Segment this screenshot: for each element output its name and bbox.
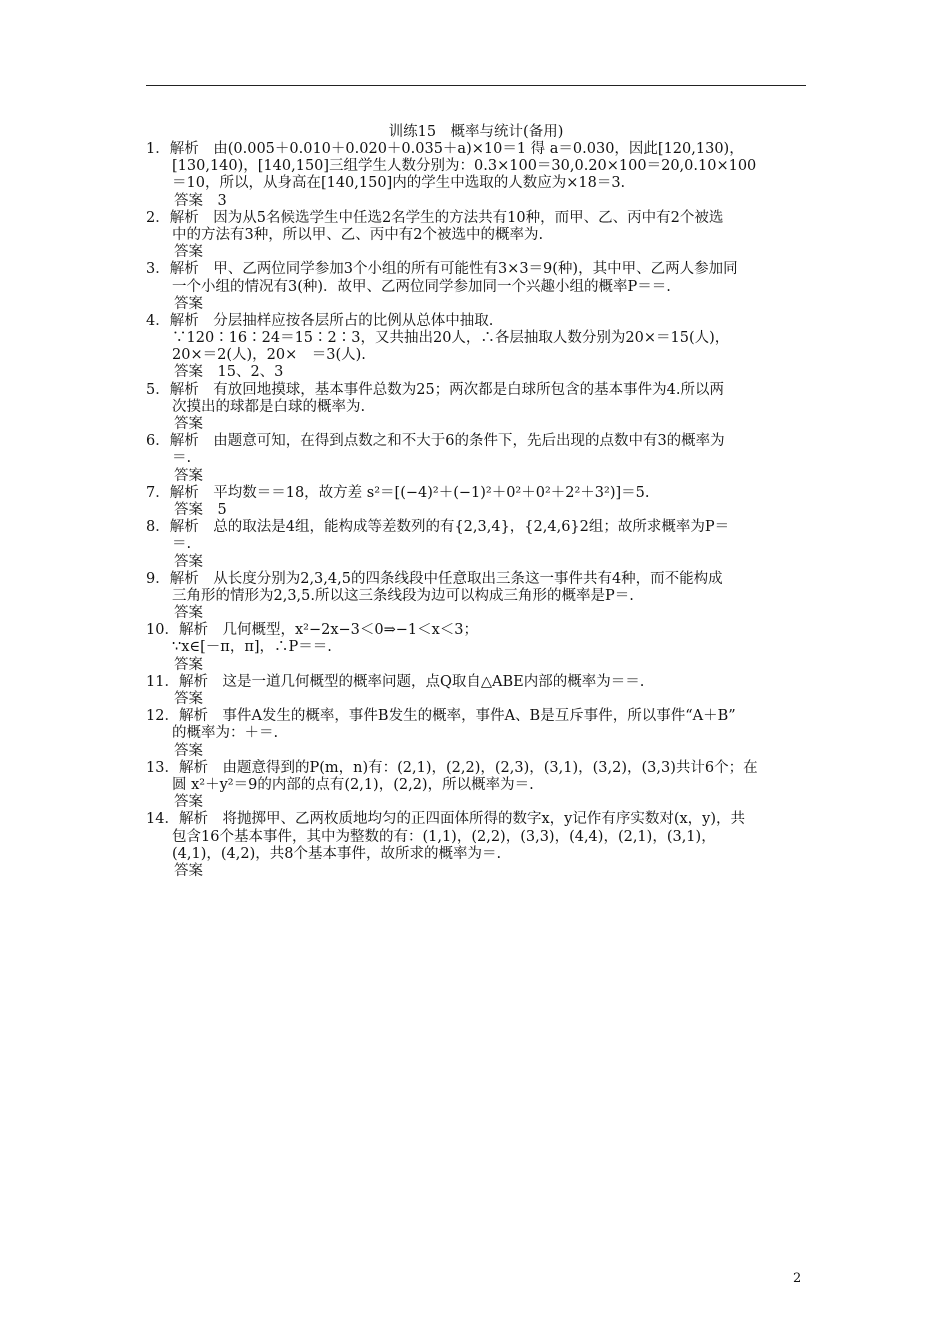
answer-line: 9．解析 从长度分别为2,3,4,5的四条线段中任意取出三条这一事件共有4种，而不能构成 — [146, 570, 723, 587]
answer-line: 6．解析 由题意可知，在得到点数之和不大于6的条件下，先后出现的点数中有3的概率为 — [146, 433, 725, 450]
answer-label: 答案 — [174, 691, 203, 707]
answer-item-10 — [146, 622, 811, 674]
answer-line: 包含16个基本事件，其中为整数的有：(1,1)，(2,2)，(3,3)，(4,4)，(2,1)，(3,1)， — [172, 828, 716, 845]
answer-line: ＝10，所以，从身高在[140,150]内的学生中选取的人数应为×18＝3. — [172, 175, 626, 192]
answer-item-3 — [146, 261, 811, 313]
answer-line: 一个小组的情况有3(种)．故甲、乙两位同学参加同一个兴趣小组的概率P＝＝. — [172, 278, 671, 295]
answer-line: 8．解析 总的取法是4组，能构成等差数列的有{2,3,4}，{2,4,6}2组；故所求概率为P＝ — [146, 519, 730, 536]
answer-line: 的概率为：＋＝. — [172, 725, 279, 742]
answer-line: ＝. — [172, 450, 192, 467]
answer-list — [146, 141, 811, 880]
answer-label: 答案 3 — [174, 192, 227, 209]
answer-line: (4,1)，(4,2)，共8个基本事件，故所求的概率为＝. — [172, 845, 502, 862]
answer-label: 答案 — [174, 295, 203, 312]
answer-line: 7．解析 平均数＝＝18，故方差 s²＝[(−4)²＋(−1)²＋0²＋0²＋2²＋3²)]＝5. — [146, 484, 650, 501]
answer-line: 2．解析 因为从5名候选学生中任选2名学生的方法共有10种，而甲、乙、丙中有2个被选 — [146, 209, 724, 226]
answer-item-7 — [146, 485, 811, 519]
answer-line: 次摸出的球都是白球的概率为. — [172, 398, 366, 415]
answer-line: 中的方法有3种，所以甲、乙、丙中有2个被选中的概率为. — [172, 226, 544, 243]
page-number: 2 — [793, 1271, 802, 1286]
answer-item-4 — [146, 313, 811, 382]
answer-item-9 — [146, 571, 811, 623]
answer-label: 答案 — [174, 244, 203, 261]
answer-line: 三角形的情形为2,3,5.所以这三条线段为边可以构成三角形的概率是P＝. — [172, 587, 634, 604]
answer-label: 答案 — [174, 605, 203, 622]
answer-line: 14．解析 将抛掷甲、乙两枚质地均匀的正四面体所得的数字x，y记作有序实数对(x，y)，共 — [146, 811, 745, 828]
answer-line: 12．解析 事件A发生的概率，事件B发生的概率，事件A、B是互斥事件，所以事件“A＋B” — [146, 708, 736, 725]
answer-line: 1．解析 由(0.005＋0.010＋0.020＋0.035＋a)×10＝1 得 a＝0.030，因此[120,130)， — [146, 141, 744, 157]
answer-label: 答案 — [174, 656, 203, 673]
answer-label: 答案 — [174, 742, 203, 759]
answer-label: 答案 — [174, 794, 203, 811]
answer-item-1 — [146, 141, 811, 210]
answer-line: 13．解析 由题意得到的P(m，n)有：(2,1)，(2,2)，(2,3)，(3,1)，(3,2)，(3,3)共计6个；在 — [146, 759, 758, 776]
page-title: 训练15 概率与统计(备用) — [388, 124, 564, 140]
answer-line: 圆 x²＋y²＝9的内部的点有(2,1)，(2,2)，所以概率为＝. — [172, 776, 534, 793]
header-rule — [146, 85, 806, 86]
answer-item-6 — [146, 433, 811, 485]
answer-label: 答案 — [174, 862, 203, 879]
answer-line: 3．解析 甲、乙两位同学参加3个小组的所有可能性有3×3＝9(种)，其中甲、乙两人参加同 — [146, 261, 738, 278]
answer-item-5 — [146, 382, 811, 434]
answer-line: 10．解析 几何概型，x²−2x−3＜0⇒−1＜x＜3； — [146, 622, 479, 639]
answer-item-12 — [146, 708, 811, 760]
answer-label: 答案 — [174, 553, 203, 570]
answer-label: 答案 5 — [174, 501, 227, 518]
answer-item-11 — [146, 674, 811, 708]
answer-label: 答案 — [174, 416, 203, 432]
answer-item-14 — [146, 811, 811, 880]
answer-line: ∵x∈[－π，π]，∴P＝＝. — [172, 639, 332, 656]
answer-item-13 — [146, 760, 811, 812]
answer-item-2 — [146, 210, 811, 262]
answer-label: 答案 — [174, 467, 203, 484]
answer-line: 20×＝2(人)，20× ＝3(人). — [172, 347, 366, 364]
answer-line: 5．解析 有放回地摸球，基本事件总数为25；两次都是白球所包含的基本事件为4.所以两 — [146, 381, 725, 398]
answer-line: 4．解析 分层抽样应按各层所占的比例从总体中抽取. — [146, 312, 494, 329]
answer-line: ∵120∶16∶24＝15∶2∶3，又共抽出20人，∴各层抽取人数分别为20×＝15(人)， — [172, 330, 730, 347]
answer-line: [130,140)，[140,150]三组学生人数分别为：0.3×100＝30,0.20×100＝20,0.10×100 — [172, 158, 757, 175]
answer-label: 答案 15、2、3 — [174, 364, 284, 381]
answer-line: ＝. — [172, 536, 192, 553]
answer-line: 11．解析 这是一道几何概型的概率问题，点Q取自△ABE内部的概率为＝＝. — [146, 673, 645, 690]
answer-item-8 — [146, 519, 811, 571]
